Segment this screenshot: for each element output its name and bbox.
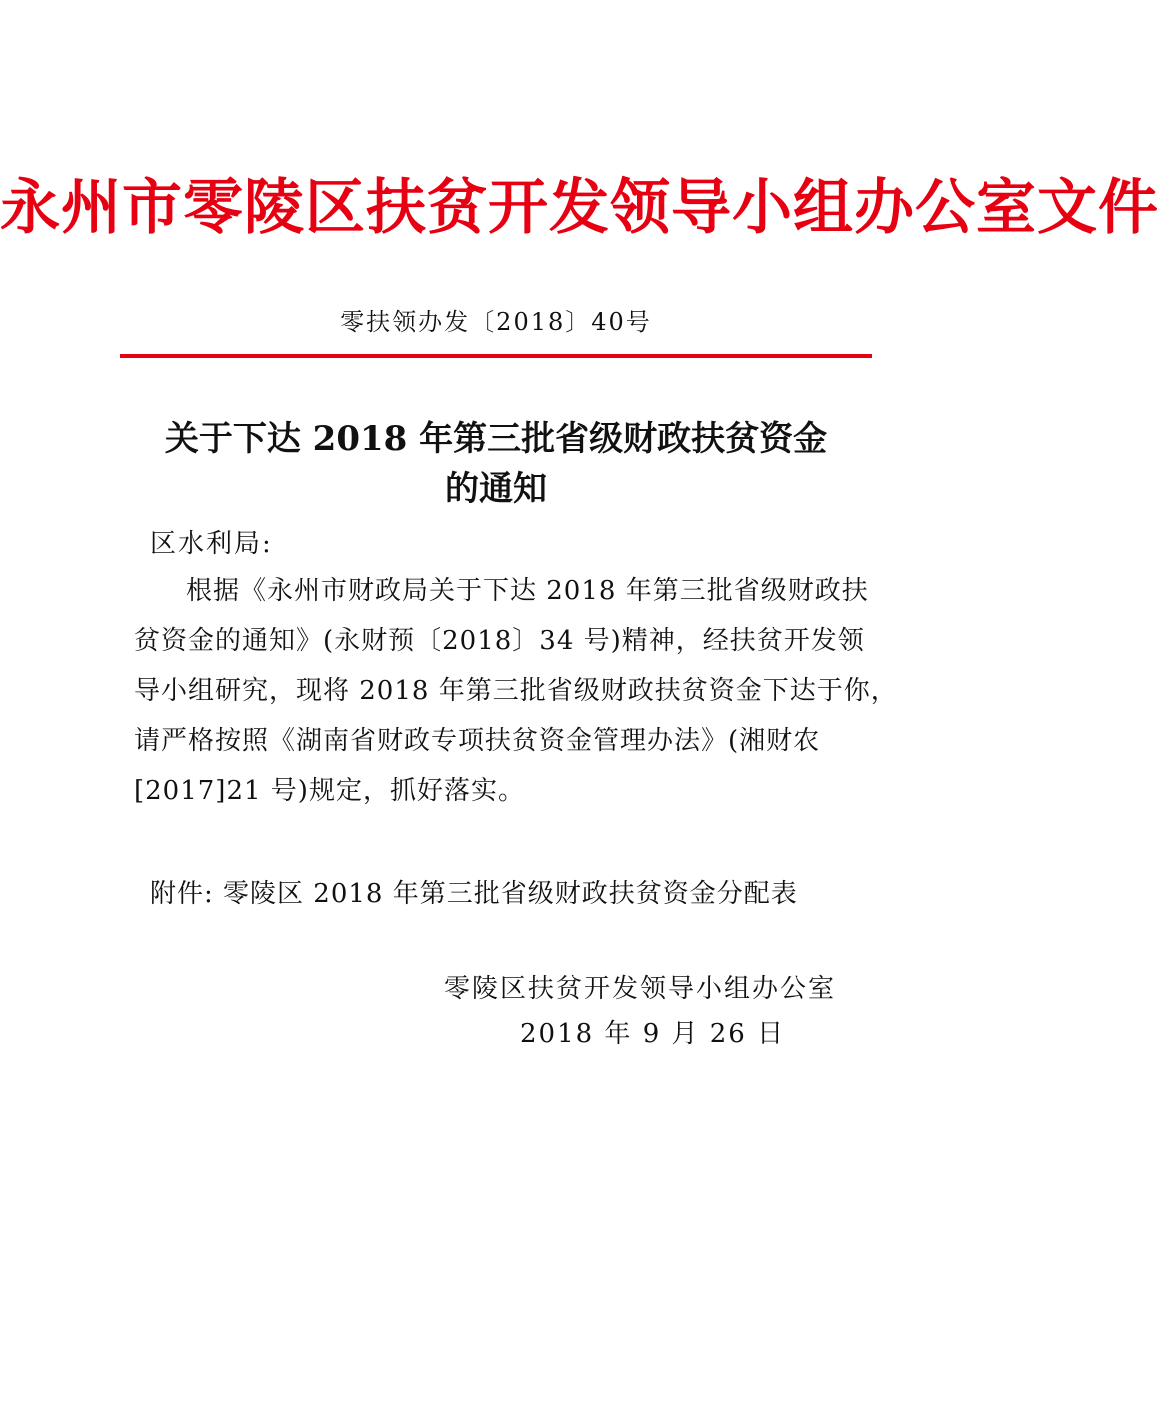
body-line: [2017]21 号)规定，抓好落实。: [134, 776, 525, 806]
signature-date: 2018 年 9 月 26 日: [520, 1019, 786, 1049]
body-line: 导小组研究，现将 2018 年第三批省级财政扶贫资金下达于你，: [134, 676, 898, 706]
body-paragraph: [134, 566, 898, 816]
notice-title-line-1: 关于下达 2018 年第三批省级财政扶贫资金: [164, 419, 828, 459]
notice-title: [100, 414, 892, 514]
body-line: 根据《永州市财政局关于下达 2018 年第三批省级财政扶: [186, 576, 869, 606]
red-divider-line: [120, 354, 872, 358]
document-masthead: 永州市零陵区扶贫开发领导小组办公室文件: [0, 173, 1159, 243]
attachment-note: 附件: 零陵区 2018 年第三批省级财政扶贫资金分配表: [150, 879, 798, 909]
notice-title-line-2: 的通知: [445, 469, 547, 509]
recipient: 区水利局:: [150, 529, 273, 559]
body-line: 贫资金的通知》(永财预〔2018〕34 号)精神，经扶贫开发领: [134, 626, 865, 656]
document-number: 零扶领办发〔2018〕40号: [340, 308, 652, 336]
body-line: 请严格按照《湖南省财政专项扶贫资金管理办法》(湘财农: [134, 726, 821, 756]
signature-office: 零陵区扶贫开发领导小组办公室: [444, 974, 837, 1004]
